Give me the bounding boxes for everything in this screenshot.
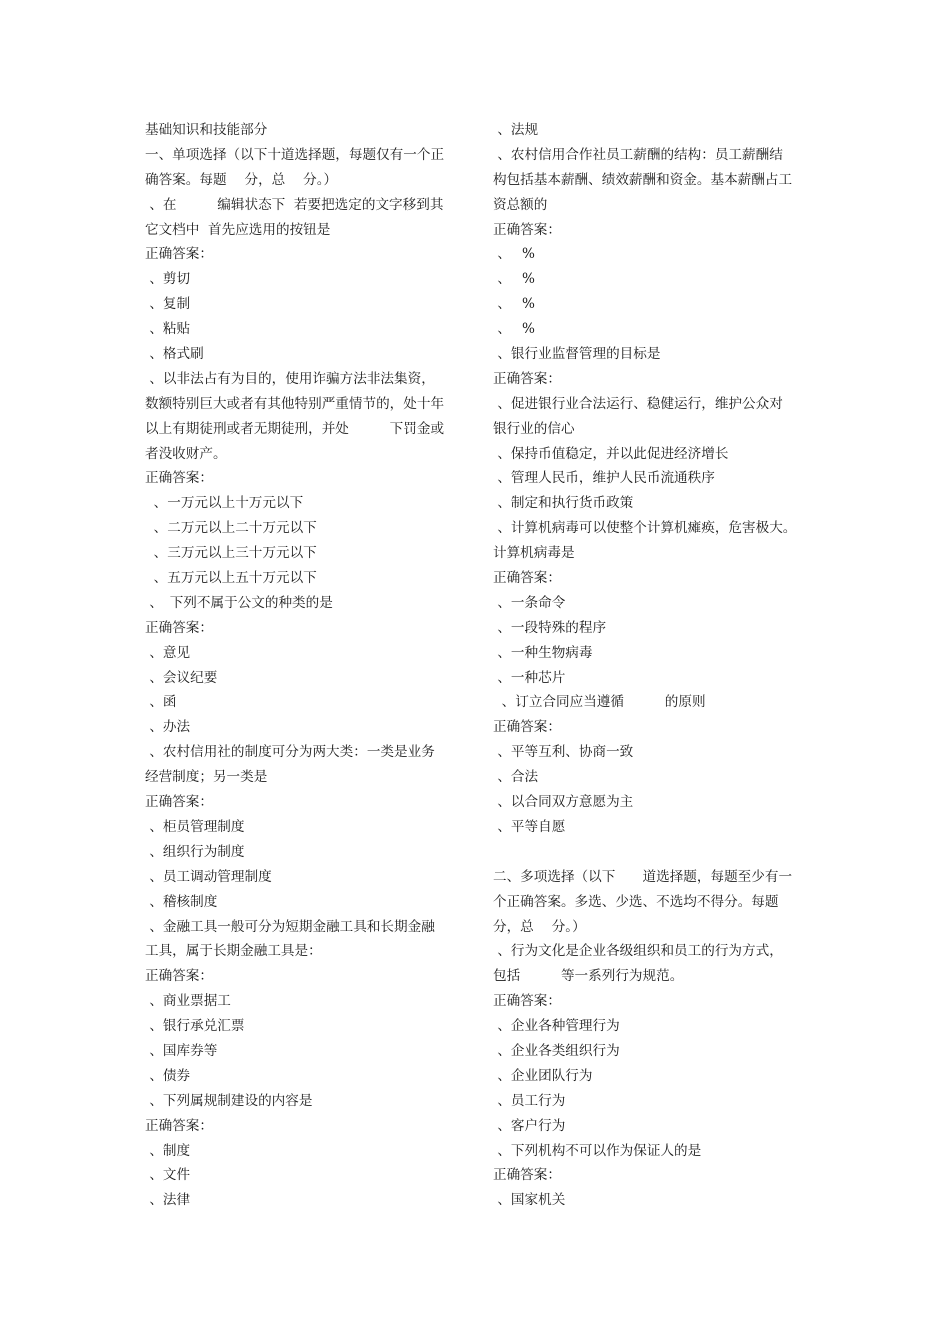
text-line: 、平等互利、协商一致: [493, 744, 634, 761]
text-line: 、员工行为: [493, 1092, 566, 1109]
text-line: 、金融工具一般可分为短期金融工具和长期金融: [145, 918, 435, 935]
text-line: 、在 编辑状态下 若要把选定的文字移到其: [145, 196, 444, 213]
text-line: 、企业团队行为: [493, 1067, 593, 1084]
text-line: 个正确答案。多选、少选、不选均不得分。每题: [493, 893, 779, 910]
text-line: 正确答案：: [493, 719, 561, 736]
text-line: 、法规: [493, 122, 539, 138]
text-line: 、一条命令: [493, 594, 566, 611]
text-line: 、一种生物病毒: [493, 644, 593, 661]
text-line: 正确答案：: [145, 246, 213, 263]
text-line: 、五万元以上五十万元以下: [145, 570, 317, 587]
text-line: 正确答案：: [493, 221, 561, 238]
text-line: 、以合同双方意愿为主: [493, 794, 634, 811]
text-line: 计算机病毒是: [493, 545, 575, 562]
text-line: 它文档中 首先应选用的按钮是: [145, 221, 331, 238]
text-line: 正确答案：: [145, 794, 213, 811]
text-line: 、客户行为: [493, 1117, 566, 1134]
text-line: 、农村信用社的制度可分为两大类：一类是业务: [145, 744, 435, 761]
text-line: 、 %: [493, 246, 535, 263]
text-line: 正确答案：: [145, 470, 213, 487]
text-line: 资总额的: [493, 196, 548, 213]
text-line: 正确答案：: [145, 619, 213, 636]
text-line: 者没收财产。: [145, 445, 227, 462]
text-line: 、订立合同应当遵循 的原则: [493, 694, 706, 711]
text-line: 、 %: [493, 321, 535, 338]
text-line: 、格式刷: [145, 346, 204, 363]
text-line: 、 %: [493, 296, 535, 313]
text-line: 、函: [145, 694, 177, 711]
text-line: 、稽核制度: [145, 893, 218, 910]
text-line: 经营制度；另一类是: [145, 769, 268, 786]
text-line: 、管理人民币，维护人民币流通秩序: [493, 470, 715, 487]
text-line: 数额特别巨大或者有其他特别严重情节的，处十年: [145, 395, 445, 412]
text-line: 工具，属于长期金融工具是：: [145, 943, 322, 960]
text-line: 、银行业监督管理的目标是: [493, 346, 661, 363]
text-line: 、制定和执行货币政策: [493, 495, 634, 512]
text-line: 一、单项选择（以下十道选择题，每题仅有一个正: [145, 146, 445, 163]
text-line: 正确答案：: [493, 370, 561, 387]
text-line: 、企业各类组织行为: [493, 1042, 620, 1059]
text-line: 、一万元以上十万元以下: [145, 495, 304, 512]
text-line: 、 下列不属于公文的种类的是: [145, 594, 333, 611]
text-line: 确答案。每题 分，总 分。）: [145, 171, 338, 188]
text-line: 、一种芯片: [493, 669, 566, 686]
text-line: 正确答案：: [145, 1117, 213, 1134]
text-line: 、行为文化是企业各级组织和员工的行为方式，: [493, 943, 783, 960]
text-line: 正确答案：: [493, 570, 561, 587]
right-column: [493, 118, 811, 1213]
text-line: 正确答案：: [145, 968, 213, 985]
blank-line: [493, 840, 811, 865]
left-column: [145, 118, 463, 1213]
text-line: 、一段特殊的程序: [493, 619, 607, 636]
text-line: 、意见: [145, 644, 191, 661]
text-line: 、文件: [145, 1167, 191, 1184]
text-line: 、粘贴: [145, 321, 191, 338]
text-line: 、企业各种管理行为: [493, 1018, 620, 1035]
text-line: 、下列属规制建设的内容是: [145, 1092, 313, 1109]
text-line: 正确答案：: [493, 1167, 561, 1184]
text-line: 、制度: [145, 1142, 191, 1159]
text-line: 包括 等一系列行为规范。: [493, 968, 684, 985]
text-line: 、保持币值稳定，并以此促进经济增长: [493, 445, 729, 462]
text-line: 、促进银行业合法运行、稳健运行，维护公众对: [493, 395, 783, 412]
text-line: 、下列机构不可以作为保证人的是: [493, 1142, 702, 1159]
text-line: 分，总 分。）: [493, 918, 586, 935]
text-line: 、银行承兑汇票: [145, 1018, 245, 1035]
text-line: 、国库券等: [145, 1042, 218, 1059]
text-line: 、二万元以上二十万元以下: [145, 520, 317, 537]
text-line: 、债券: [145, 1067, 191, 1084]
text-line: 二、多项选择（以下 道选择题，每题至少有一: [493, 868, 793, 885]
text-line: 、 %: [493, 271, 535, 288]
text-line: 基础知识和技能部分: [145, 122, 268, 138]
text-line: 构包括基本薪酬、绩效薪酬和资金。基本薪酬占工: [493, 171, 793, 188]
text-line: 、办法: [145, 719, 191, 736]
text-line: 正确答案：: [493, 993, 561, 1010]
text-line: 、组织行为制度: [145, 843, 245, 860]
text-line: 、剪切: [145, 271, 191, 288]
text-line: 、员工调动管理制度: [145, 868, 272, 885]
text-line: 、柜员管理制度: [145, 818, 245, 835]
text-line: 、农村信用合作社员工薪酬的结构：员工薪酬结: [493, 146, 783, 163]
text-line: 、法律: [145, 1192, 191, 1209]
text-line: 、三万元以上三十万元以下: [145, 545, 317, 562]
text-line: 、会议纪要: [145, 669, 218, 686]
text-line: 、国家机关: [493, 1192, 566, 1209]
text-line: 、复制: [145, 296, 191, 313]
text-line: 、计算机病毒可以使整个计算机瘫痪，危害极大。: [493, 520, 797, 537]
text-line: 银行业的信心: [493, 420, 575, 437]
text-line: 以上有期徒刑或者无期徒刑，并处 下罚金或: [145, 420, 445, 437]
text-line: 、合法: [493, 769, 539, 786]
text-line: 、以非法占有为目的，使用诈骗方法非法集资，: [145, 370, 435, 387]
text-line: 、商业票据工: [145, 993, 231, 1010]
text-line: 、平等自愿: [493, 818, 566, 835]
